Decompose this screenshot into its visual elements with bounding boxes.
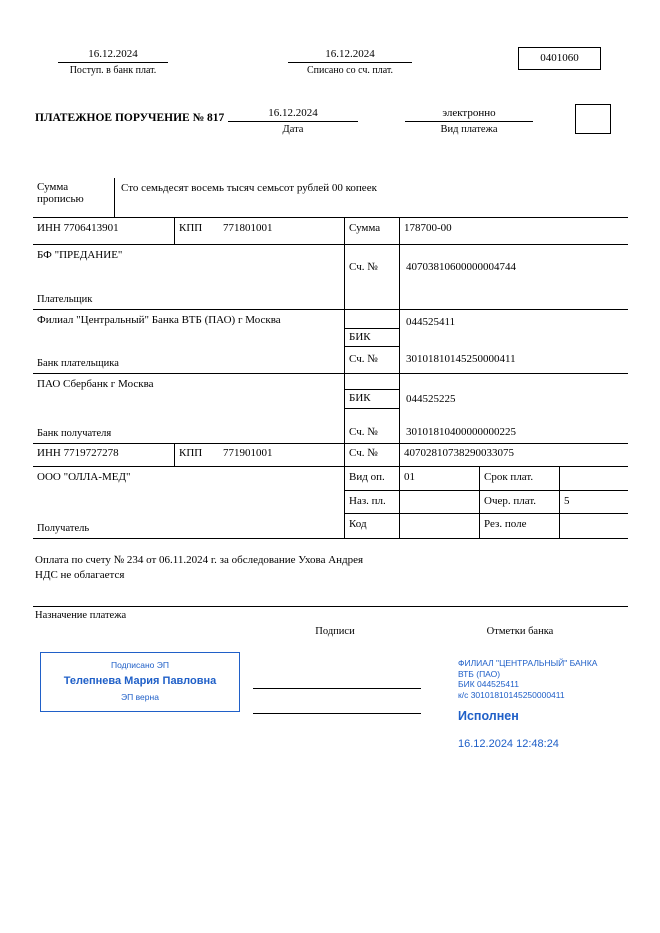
- rez-pole-label: Рез. поле: [480, 514, 560, 538]
- payment-table: [33, 178, 628, 539]
- payee-kpp-label: КПП: [179, 447, 203, 459]
- payment-kind-label: Вид платежа: [440, 124, 498, 135]
- payer-bank-values: [400, 310, 628, 373]
- payee-bank-account-label: Сч. №: [349, 426, 378, 438]
- payer-inn-value: 7706413901: [63, 222, 119, 234]
- payer-kpp-label: КПП: [179, 222, 203, 234]
- payee-name: ООО "ОЛЛА-МЕД": [37, 471, 131, 483]
- payer-inn-label: ИНН: [37, 222, 61, 234]
- vid-op-value: 01: [400, 467, 480, 490]
- esignature-signed-label: Подписано ЭП: [111, 660, 169, 670]
- bank-stamp-bank: ВТБ (ПАО): [458, 668, 501, 679]
- payer-section-label: Плательщик: [37, 294, 93, 305]
- payee-inn-label: ИНН: [37, 447, 61, 459]
- signature-line-1: [253, 688, 421, 689]
- srok-plat-value: [560, 467, 628, 490]
- naz-pl-value: [400, 491, 480, 514]
- esignature-signer-name: Телепнева Мария Павловна: [63, 675, 217, 687]
- srok-plat-label: Срок плат.: [480, 467, 560, 490]
- bank-stamp-bik: БИК 044525411: [458, 679, 519, 689]
- payer-kpp-value: 771801001: [222, 222, 273, 234]
- fields-row-2: [345, 491, 628, 515]
- purpose-section-label: Назначение платежа: [35, 610, 127, 621]
- bank-stamp-branch: ФИЛИАЛ "ЦЕНТРАЛЬНЫЙ" БАНКА: [458, 658, 598, 668]
- bank-marks-header: Отметки банка: [486, 626, 554, 637]
- amount-words-value: Сто семьдесят восемь тысяч семьсот рублей 00 копеек: [121, 182, 377, 194]
- payer-account-value: 40703810600000004744: [406, 261, 516, 273]
- payee-bank-name: ПАО Сбербанк г Москва: [37, 378, 154, 390]
- fields-row-3: [345, 514, 628, 538]
- naz-pl-label: Наз. пл.: [345, 491, 400, 514]
- payee-cell: [33, 467, 345, 538]
- debited-date-block: [288, 48, 412, 76]
- signature-line-2: [253, 713, 421, 714]
- bank-execution-stamp: [458, 658, 630, 750]
- payee-bank-labels: [345, 374, 400, 443]
- payment-kind-value: электронно: [405, 107, 533, 122]
- payment-kind-block: [405, 107, 533, 135]
- payee-bank-row: [33, 374, 628, 444]
- kod-value: [400, 514, 480, 538]
- esignature-valid-label: ЭП верна: [121, 692, 159, 702]
- payer-row: [33, 245, 628, 310]
- payer-bank-bik-label: БИК: [345, 328, 399, 347]
- purpose-text: [35, 553, 625, 583]
- purpose-line-1: Оплата по счету № 234 от 06.11.2024 г. за обследование Ухова Андрея: [35, 554, 364, 566]
- document-date-label: Дата: [282, 124, 304, 135]
- debited-date-label: Списано со сч. плат.: [306, 65, 394, 76]
- payee-bank-values: [400, 374, 628, 443]
- payee-bank-cell: [33, 374, 345, 443]
- payee-section-label: Получатель: [37, 523, 90, 534]
- payee-bank-section-label: Банк получателя: [37, 428, 112, 439]
- payee-inn-value: 7719727278: [63, 447, 119, 459]
- payee-account-label: Сч. №: [345, 444, 400, 466]
- payee-kpp-cell: [175, 444, 345, 466]
- payee-inn-row: [33, 444, 628, 467]
- amount-value-cell: 178700-00: [404, 222, 452, 234]
- payee-bank-bik-value: 044525225: [406, 393, 456, 405]
- payment-fields-grid: [345, 467, 628, 538]
- payee-bank-bik-label: БИК: [345, 389, 399, 409]
- kod-label: Код: [345, 514, 400, 538]
- amount-label-cell: Сумма: [345, 218, 400, 244]
- payer-account-label: Сч. №: [345, 245, 400, 309]
- vid-op-label: Вид оп.: [345, 467, 400, 490]
- payer-name: БФ "ПРЕДАНИЕ": [37, 249, 123, 261]
- payer-cell: [33, 245, 345, 309]
- payee-row: [33, 467, 628, 539]
- purpose-line-2: НДС не облагается: [35, 569, 125, 581]
- bank-stamp-corr-account: к/с 30101810145250000411: [458, 689, 565, 700]
- amount-words-label: Сумма прописью: [33, 178, 115, 217]
- payer-bank-cell: [33, 310, 345, 373]
- payer-bank-account-value: 30101810145250000411: [406, 353, 516, 365]
- form-code-box: 0401060: [518, 47, 601, 70]
- payee-account-value: 40702810738290033075: [404, 447, 514, 459]
- received-date-value: 16.12.2024: [58, 48, 168, 63]
- bank-stamp-datetime: 16.12.2024 12:48:24: [458, 738, 559, 750]
- rez-pole-value: [560, 514, 628, 538]
- received-date-label: Поступ. в банк плат.: [69, 65, 157, 76]
- payee-inn-cell: [33, 444, 175, 466]
- document-date-block: [228, 107, 358, 135]
- ocher-plat-label: Очер. плат.: [480, 491, 560, 514]
- payee-bank-account-value: 30101810400000000225: [406, 426, 516, 438]
- payer-bank-section-label: Банк плательщика: [37, 358, 119, 369]
- fields-row-1: [345, 467, 628, 491]
- purpose-underline: [33, 606, 628, 607]
- payer-bank-labels: [345, 310, 400, 373]
- signatures-header: Подписи: [315, 626, 355, 637]
- payer-bank-account-label: Сч. №: [349, 353, 378, 365]
- empty-status-box: [575, 104, 611, 134]
- payee-kpp-value: 771901001: [222, 447, 273, 459]
- amount-words-row: [33, 178, 628, 218]
- esignature-stamp: [40, 652, 240, 712]
- document-date-value: 16.12.2024: [228, 107, 358, 122]
- payer-kpp-cell: [175, 218, 345, 244]
- payer-bank-name: Филиал "Центральный" Банка ВТБ (ПАО) г Москва: [37, 314, 281, 326]
- payer-inn-cell: [33, 218, 175, 244]
- bank-stamp-status: Исполнен: [458, 709, 519, 723]
- payer-inn-row: [33, 218, 628, 245]
- document-title: ПЛАТЕЖНОЕ ПОРУЧЕНИЕ № 817: [35, 112, 225, 124]
- payer-bank-row: [33, 310, 628, 374]
- payer-bank-bik-value: 044525411: [406, 316, 456, 328]
- ocher-plat-value: 5: [564, 494, 570, 507]
- received-date-block: [58, 48, 168, 76]
- debited-date-value: 16.12.2024: [288, 48, 412, 63]
